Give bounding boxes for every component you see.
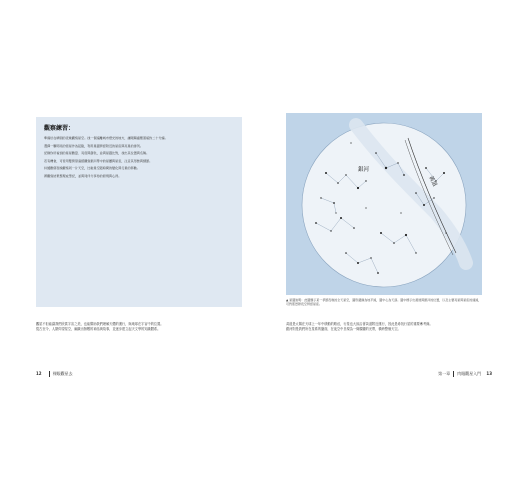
star xyxy=(400,212,401,213)
star xyxy=(393,242,395,244)
chapter-label: 第一章 xyxy=(438,371,451,376)
star xyxy=(423,204,425,206)
body-line: 從古至今，人類仰望星空，編織出無數的神話與故事，並逐步建立起天文學的知識體系。 xyxy=(36,327,161,332)
star xyxy=(425,167,427,169)
right-page xyxy=(260,0,520,500)
star xyxy=(370,257,371,258)
ecliptic-label: 黃道 xyxy=(427,175,438,188)
star xyxy=(397,162,398,163)
exercise-paragraph: 記錄你所看到的星星數量、亮度與顏色，並與星圖比對，找出其位置與名稱。 xyxy=(44,151,150,156)
star xyxy=(353,227,355,229)
page-number: 13 xyxy=(486,371,492,376)
star-chart-svg xyxy=(286,113,482,295)
star xyxy=(330,230,331,231)
star xyxy=(443,172,445,174)
page-number: 12 xyxy=(36,371,42,376)
milky-way-label: 銀河 xyxy=(358,167,370,173)
sky-disk xyxy=(302,123,466,287)
star xyxy=(403,174,405,176)
star xyxy=(415,252,416,253)
exercise-paragraph: 選擇一顆明亮的恆星作為起點，利用星圖辨認附近的星座與亮星的排列。 xyxy=(44,143,143,148)
star xyxy=(350,142,351,143)
body-line: 銀河則是我們所在星系的盤面，在夜空中呈現為一條朦朧的光帶，橫跨整個天空。 xyxy=(286,327,401,332)
star xyxy=(385,167,387,169)
footer-divider xyxy=(49,371,50,377)
star xyxy=(335,212,336,213)
chart-caption: ▲ 星圖說明：此圖顯示某一季節夜晚的全天星空，圓形邊緣為地平線，圖中心為天頂。圖中標示出黃道與銀河的位置，以及主要亮星與星座的連線，可對照實際夜空辨認星座。 xyxy=(286,298,482,307)
star xyxy=(415,192,417,194)
right-footer xyxy=(438,371,492,377)
star xyxy=(325,172,327,174)
star xyxy=(345,252,347,254)
star xyxy=(340,217,342,219)
book-title: 裸眼觀星去 xyxy=(52,371,73,376)
exercise-paragraph: 若有機會，可使用雙筒望遠鏡觀察銀河帶中的星團與星雲，注意其形態與細節。 xyxy=(44,158,153,163)
exercise-paragraph: 準備好在晴朗的夜晚觀察星空。找一個遠離城市燈光的地方，讓眼睛適應黑暗約二十分鐘。 xyxy=(44,136,168,140)
star xyxy=(357,187,359,189)
body-line: 黃道是太陽在天球上一年中移動的路徑，行星也大致沿著黃道附近運行，因此是尋找行星的重要參考線。 xyxy=(286,322,433,326)
star xyxy=(445,232,446,233)
exercise-paragraph: 持續數個夜晚觀察同一片天空，比較星空隨時間的變化與行星的移動。 xyxy=(44,166,140,171)
star xyxy=(315,222,317,224)
exercise-paragraph: 將觀察結果整理成筆記，並與同伴分享你的發現與心得。 xyxy=(44,173,122,178)
body-line: 觀星不但能讓我們欣賞宇宙之美，也能幫助我們理解天體的運行，與地球在宇宙中的位置。 xyxy=(36,322,164,326)
exercise-title: 觀察練習： xyxy=(44,125,75,132)
left-footer xyxy=(36,371,73,377)
left-body-text xyxy=(36,322,242,333)
star xyxy=(375,152,377,154)
star xyxy=(357,262,359,264)
footer-divider xyxy=(453,371,454,377)
chapter-title: 肉眼觀星入門 xyxy=(457,371,482,376)
exercise-box xyxy=(36,117,242,307)
star-chart xyxy=(286,113,482,295)
star xyxy=(365,180,366,181)
star xyxy=(320,197,321,198)
star xyxy=(433,197,434,198)
star xyxy=(377,272,379,274)
star xyxy=(365,207,366,208)
star xyxy=(333,202,335,204)
star xyxy=(380,232,382,234)
star xyxy=(337,182,339,184)
star xyxy=(405,234,407,236)
right-body-text xyxy=(286,322,482,333)
star xyxy=(345,174,346,175)
